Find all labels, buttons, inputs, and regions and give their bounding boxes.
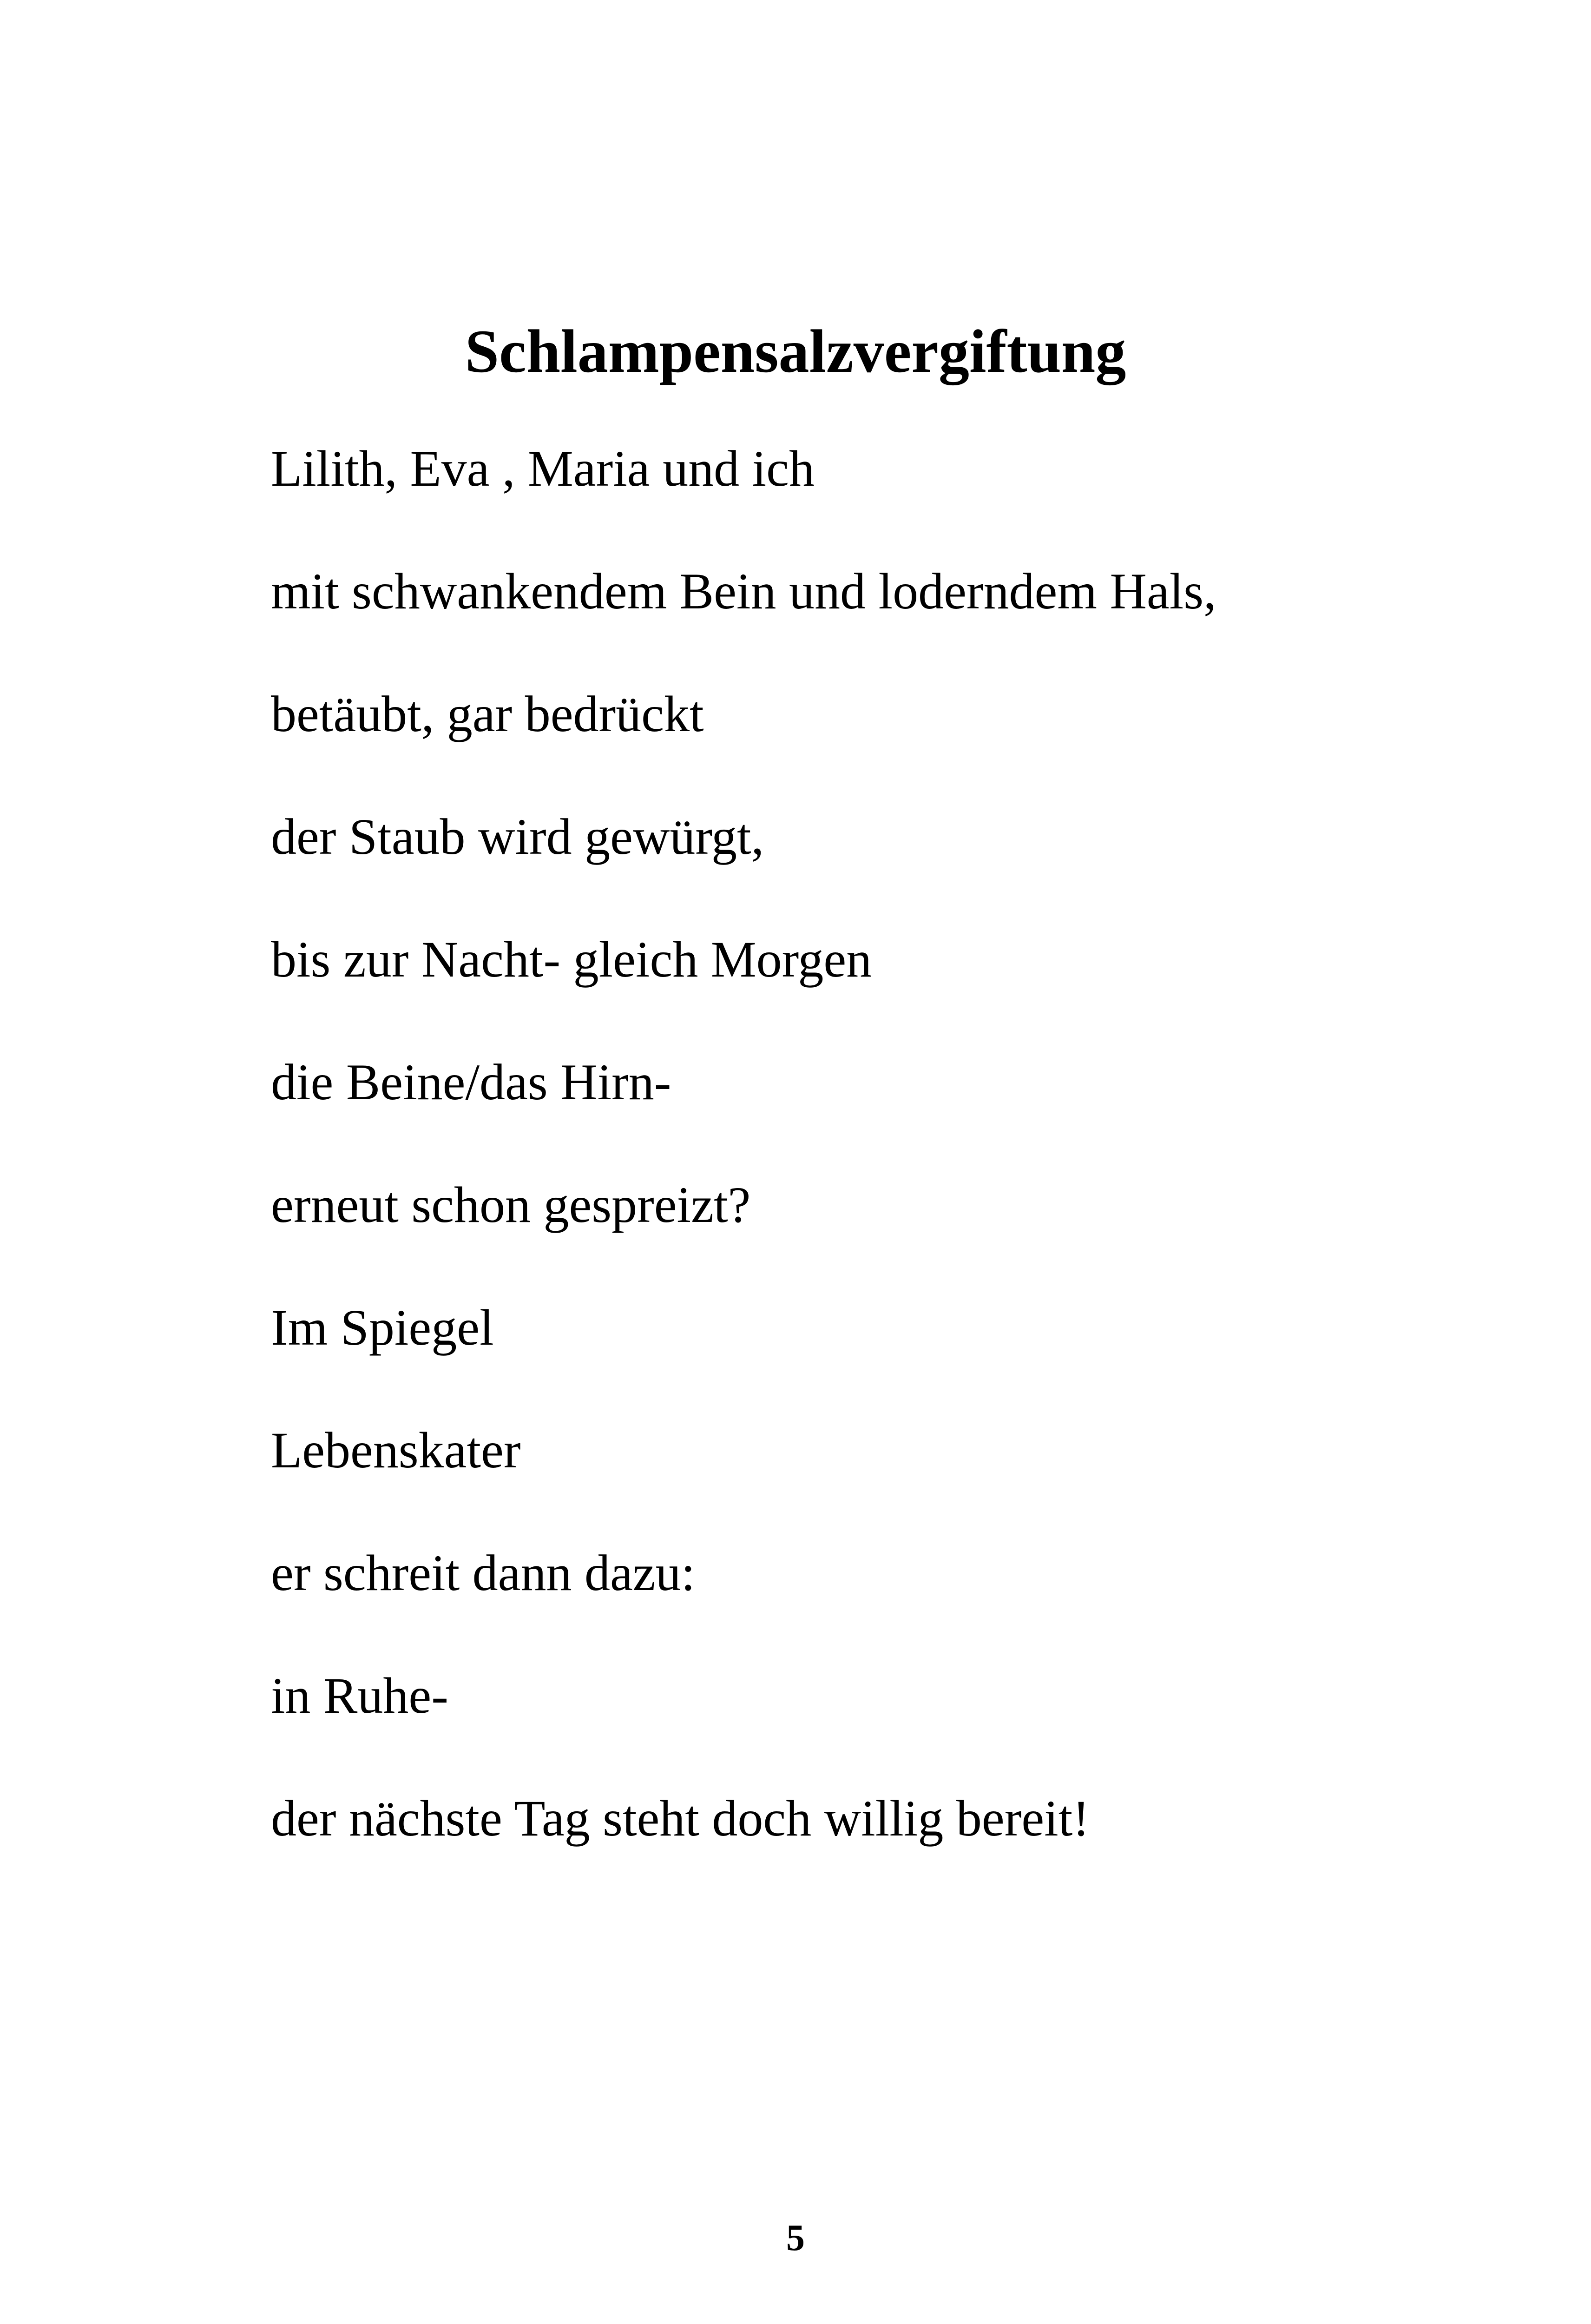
poem-line: Lilith, Eva , Maria und ich xyxy=(271,440,815,497)
poem-line: die Beine/das Hirn- xyxy=(271,1054,671,1110)
poem-line: erneut schon gespreizt? xyxy=(271,1176,751,1233)
poem-line: betäubt, gar bedrückt xyxy=(271,686,704,742)
poem-line: der Staub wird gewürgt, xyxy=(271,808,764,865)
poem-line: Im Spiegel xyxy=(271,1299,494,1356)
poem-line: bis zur Nacht- gleich Morgen xyxy=(271,931,872,988)
poem-line: Lebenskater xyxy=(271,1422,521,1479)
poem-line: mit schwankendem Bein und loderndem Hals, xyxy=(271,563,1216,620)
poem-line: der nächste Tag steht doch willig bereit! xyxy=(271,1790,1090,1847)
poem-line: in Ruhe- xyxy=(271,1667,448,1724)
poem-body xyxy=(271,431,1433,1904)
page-number: 5 xyxy=(786,2218,805,2258)
poem-title: Schlampensalzvergiftung xyxy=(465,317,1126,385)
poem-line: er schreit dann dazu: xyxy=(271,1545,696,1601)
